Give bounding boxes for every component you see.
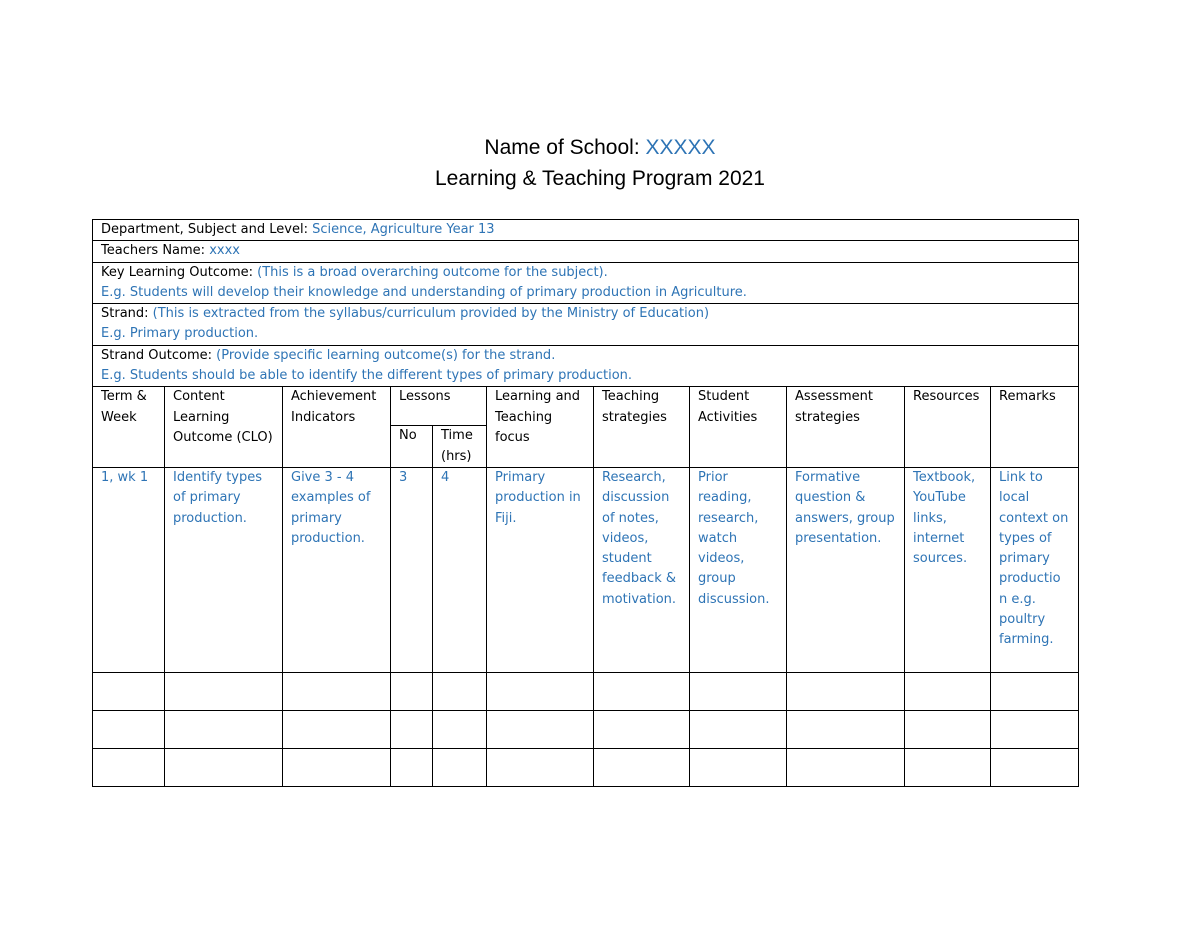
empty-cell	[905, 710, 991, 748]
empty-cell	[905, 672, 991, 710]
empty-cell	[690, 748, 787, 786]
cell-teaching: Research, discussion of notes, videos, student feedback & motivation.	[594, 467, 690, 672]
teacher-row	[93, 241, 1079, 262]
key-learning-outcome-row	[93, 262, 1079, 304]
klo-example: E.g. Students will develop their knowledge and understanding of primary production in Agriculture.	[101, 284, 747, 300]
empty-cell	[594, 672, 690, 710]
klo-description: (This is a broad overarching outcome for the subject).	[257, 264, 608, 280]
empty-cell	[690, 710, 787, 748]
school-name-label: Name of School:	[484, 136, 646, 159]
strand-outcome-label: Strand Outcome:	[101, 347, 217, 363]
header-term-week: Term & Week	[93, 387, 165, 468]
strand-outcome-description: (Provide specific learning outcome(s) for the strand.	[216, 347, 556, 363]
cell-lessons-no: 3	[391, 467, 433, 672]
empty-cell	[991, 672, 1079, 710]
department-row	[93, 220, 1079, 241]
strand-outcome-example: E.g. Students should be able to identify the different types of primary production.	[101, 368, 633, 384]
header-remarks: Remarks	[991, 387, 1079, 468]
empty-cell	[487, 710, 594, 748]
header-focus: Learning and Teaching focus	[487, 387, 594, 468]
header-resources: Resources	[905, 387, 991, 468]
teacher-value: xxxx	[209, 243, 240, 259]
table-row	[93, 748, 1079, 786]
header-lessons: Lessons	[391, 387, 487, 426]
strand-example: E.g. Primary production.	[101, 326, 259, 342]
empty-cell	[283, 748, 391, 786]
school-name-heading	[0, 133, 1200, 163]
empty-cell	[787, 672, 905, 710]
empty-cell	[93, 710, 165, 748]
empty-cell	[391, 748, 433, 786]
header-clo: Content Learning Outcome (CLO)	[165, 387, 283, 468]
empty-cell	[594, 748, 690, 786]
cell-resources: Textbook, YouTube links, internet sources.	[905, 467, 991, 672]
empty-cell	[991, 748, 1079, 786]
strand-outcome-row	[93, 345, 1079, 387]
empty-cell	[283, 710, 391, 748]
header-teaching: Teaching strategies	[594, 387, 690, 468]
empty-cell	[433, 748, 487, 786]
empty-cell	[283, 672, 391, 710]
table-row	[93, 710, 1079, 748]
empty-cell	[391, 710, 433, 748]
empty-cell	[165, 710, 283, 748]
column-header-row	[93, 387, 1079, 426]
strand-label: Strand:	[101, 306, 153, 322]
empty-cell	[433, 672, 487, 710]
empty-cell	[594, 710, 690, 748]
strand-description: (This is extracted from the syllabus/curriculum provided by the Ministry of Education)	[152, 306, 710, 322]
klo-label: Key Learning Outcome:	[101, 264, 258, 280]
empty-cell	[93, 672, 165, 710]
empty-cell	[487, 748, 594, 786]
empty-cell	[433, 710, 487, 748]
empty-cell	[487, 672, 594, 710]
program-table	[92, 219, 1079, 787]
cell-activities: Prior reading, research, watch videos, group discussion.	[690, 467, 787, 672]
program-title: Learning & Teaching Program 2021	[434, 167, 765, 190]
cell-focus: Primary production in Fiji.	[487, 467, 594, 672]
header-lessons-no: No	[391, 426, 433, 468]
empty-cell	[391, 672, 433, 710]
header-activities: Student Activities	[690, 387, 787, 468]
cell-achievement: Give 3 - 4 examples of primary production.	[283, 467, 391, 672]
teacher-label: Teachers Name:	[101, 243, 210, 259]
empty-cell	[690, 672, 787, 710]
department-value: Science, Agriculture Year 13	[312, 222, 495, 237]
cell-clo: Identify types of primary production.	[165, 467, 283, 672]
empty-cell	[787, 710, 905, 748]
empty-cell	[991, 710, 1079, 748]
table-row	[93, 672, 1079, 710]
cell-term-week: 1, wk 1	[93, 467, 165, 672]
header-achievement: Achievement Indicators	[283, 387, 391, 468]
empty-cell	[165, 672, 283, 710]
strand-row	[93, 304, 1079, 346]
empty-cell	[905, 748, 991, 786]
table-row	[93, 467, 1079, 672]
empty-cell	[787, 748, 905, 786]
school-name-value: XXXXX	[645, 136, 716, 159]
cell-lessons-time: 4	[433, 467, 487, 672]
department-label: Department, Subject and Level:	[101, 222, 313, 237]
cell-remarks: Link to local context on types of primary productio n e.g. poultry farming.	[991, 467, 1079, 672]
header-assessment: Assessment strategies	[787, 387, 905, 468]
empty-cell	[165, 748, 283, 786]
empty-cell	[93, 748, 165, 786]
cell-assessment: Formative question & answers, group presentation.	[787, 467, 905, 672]
header-lessons-time: Time (hrs)	[433, 426, 487, 468]
